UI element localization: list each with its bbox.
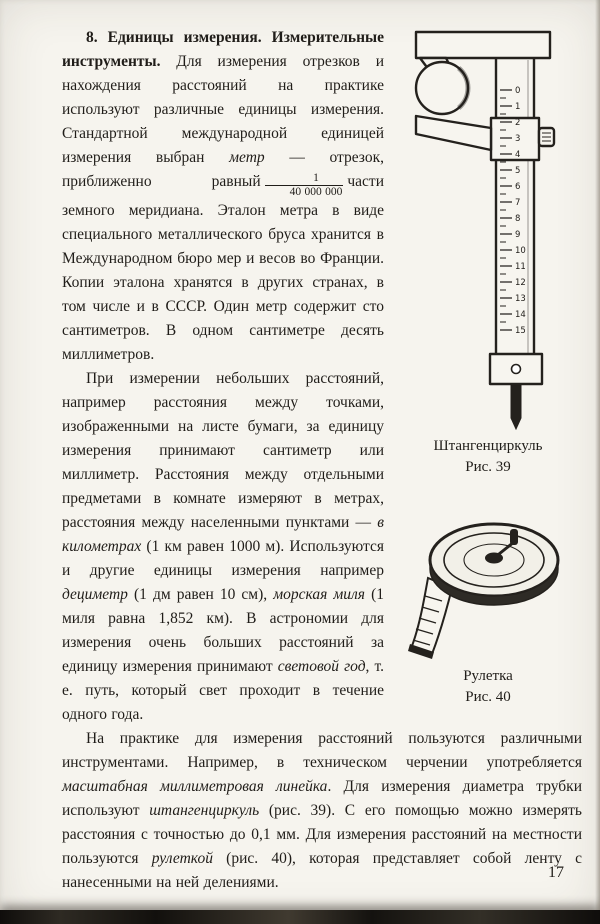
meridian-fraction (265, 172, 344, 199)
svg-text:7: 7 (515, 198, 521, 208)
fraction-numerator: 1 (265, 172, 344, 186)
caliper-depth-rod (511, 382, 521, 429)
svg-text:10: 10 (515, 246, 526, 256)
svg-text:6: 6 (515, 182, 521, 192)
svg-text:5: 5 (515, 166, 521, 176)
tape-hub (485, 553, 503, 564)
tape-crank-knob (510, 529, 518, 545)
caliper-illustration (398, 26, 578, 430)
caliper-movable-jaw (416, 116, 491, 150)
paragraph-intro-rest: части земного меридиана. Эталон метра в виде специального металлического бруса хранится в Международном бюро мер и весов во Франции. Копии эталона хранятся в других странах, в том числе и в СССР. Один метр содержит сто сантиметров. В одном сантиметре десять миллиметров. (62, 173, 384, 364)
paragraph-units: При измерении небольших расстояний, например расстояния между точками, изображенными на листе бумаги, за единицу измерения принимают сантиметр или миллиметр. Расстояния между отдельными предметами в комнате измеряют в метрах, расстояния между населенными пунктами — в километрах (1 км равен 1000 м). Используются и другие единицы измерения например дециметр (1 дм равен 10 см), морская миля (1 миля равна 1,852 км). В астрономии для измерения очень больших расстояний за единицу измерения принимают световой год, т. е. путь, который свет проходит в течение одного года. (62, 370, 385, 724)
tape-caption: Рулетка (463, 668, 513, 684)
page-content (62, 26, 582, 895)
svg-text:2: 2 (515, 118, 521, 128)
svg-text:9: 9 (515, 230, 521, 240)
figure-caliper (394, 26, 582, 478)
svg-text:13: 13 (515, 294, 526, 304)
paragraph-instruments: На практике для измерения расстояний пользуются различными инструментами. Например, в техническом черчении употребляется масштабная миллиметровая линейка. Для измерения диаметра трубки используют штангенциркуль (рис. 39). С его помощью можно измерять расстояния с точностью до 0,1 мм. Для измерения расстояний на местности пользуются рулеткой (рис. 40), которая представляет собой ленту с нанесенными на ней делениями. (62, 730, 582, 892)
svg-text:14: 14 (515, 310, 526, 320)
svg-text:11: 11 (515, 262, 526, 272)
scan-edge-right (595, 0, 600, 924)
svg-text:0: 0 (515, 86, 521, 96)
svg-text:4: 4 (515, 150, 521, 160)
caliper-caption: Штангенциркуль (433, 438, 543, 454)
figure-column (394, 26, 582, 708)
svg-text:3: 3 (515, 134, 521, 144)
caliper-figcaption (394, 436, 582, 478)
svg-text:1: 1 (515, 102, 521, 112)
tape-figcaption (394, 666, 582, 708)
caliper-head (416, 32, 550, 58)
caliper-fig-label: Рис. 39 (465, 459, 511, 475)
tape-fig-label: Рис. 40 (465, 689, 511, 705)
page-number: 17 (548, 864, 564, 881)
paragraph-intro-lead: 8. Единицы измерения. Измерительные инструменты. Для измерения отрезков и нахождения расстояний на практике используют различные единицы измерения. Стандартной международной единицей измерения выбран метр — отрезок, приближенно равный (62, 29, 384, 190)
svg-text:12: 12 (515, 278, 526, 288)
svg-text:8: 8 (515, 214, 521, 224)
figure-tape-measure (394, 508, 582, 708)
tape-measure-illustration (398, 508, 578, 660)
scan-edge-bottom (0, 910, 600, 924)
fraction-denominator: 40 000 000 (289, 186, 343, 198)
svg-text:15: 15 (515, 326, 526, 336)
